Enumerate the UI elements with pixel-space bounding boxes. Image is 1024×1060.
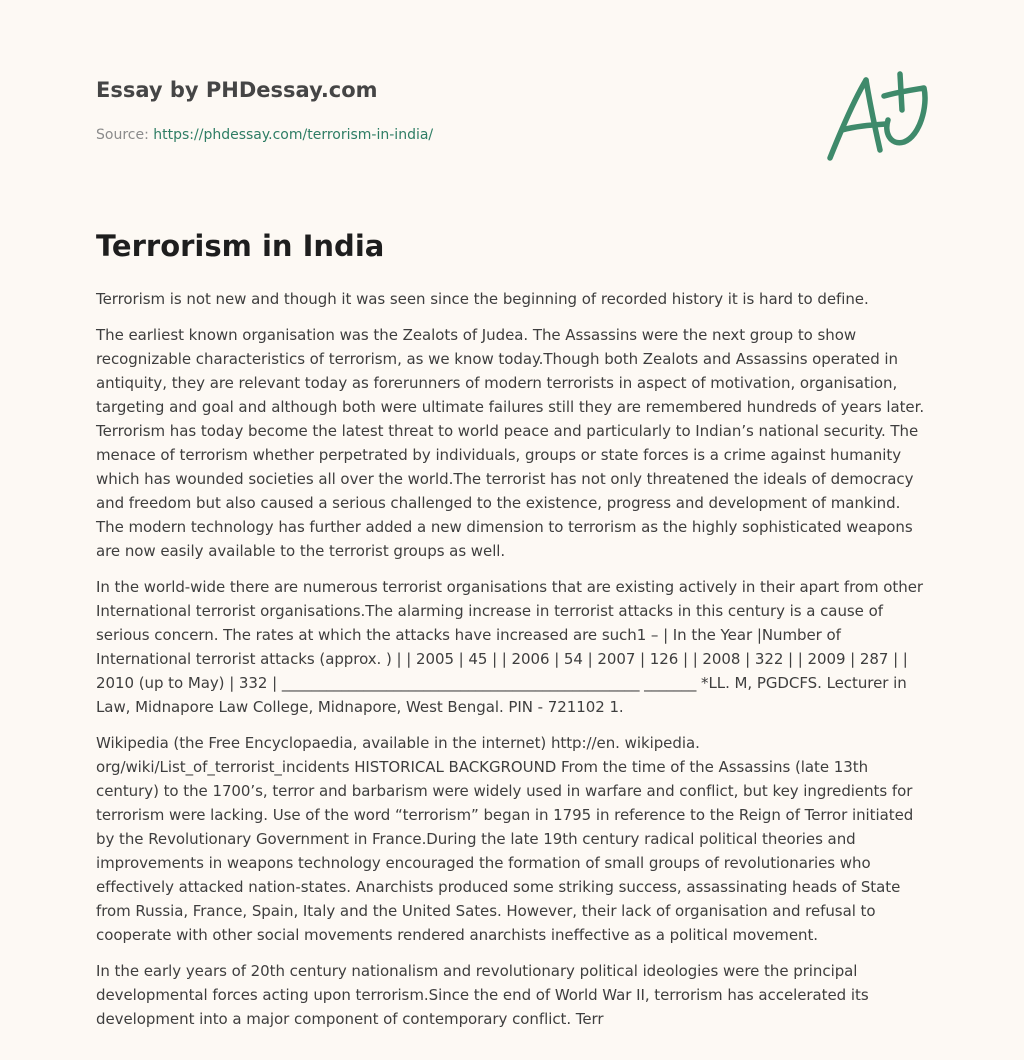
source-link[interactable]: https://phdessay.com/terrorism-in-india/ [153,127,434,143]
source-label: Source: [96,127,149,143]
article-paragraph: In the world-wide there are numerous terrorist organisations that are existing actively in their apart from other International terrorist organisations.The alarming increase in terrorist attacks in this century is a cause of serious concern. The rates at which the attacks have increased are such1 – | In the Year |Number of International terrorist attacks (approx. ) | | 2005 | 45 | | 2006 | 54 | 2007 | 126 | | 2008 | 322 | | 2009 | 287 | | 2010 (up to May) | 332 | ________________________________________________ _______ *LL. M, PGDCFS. Lecturer in Law, Midnapore Law College, Midnapore, West Bengal. PIN - 721102 1. [96,578,924,716]
article-paragraph: Wikipedia (the Free Encyclopaedia, available in the internet) http://en. wikipedia. org/wiki/List_of_terrorist_incidents HISTORICAL BACKGROUND From the time of the Assassins (late 13th century) to the 1700’s, terror and barbarism were widely used in warfare and conflict, but key ingredients for terrorism were lacking. Use of the word “terrorism” began in 1795 in reference to the Reign of Terror initiated by the Revolutionary Government in France.During the late 19th century radical political theories and improvements in weapons technology encouraged the formation of small groups of revolutionaries who effectively attacked nation-states. Anarchists produced some striking success, assassinating heads of State from Russia, France, Spain, Italy and the United Sates. However, their lack of organisation and refusal to cooperate with other social movements rendered anarchists ineffective as a political movement. [96,734,914,944]
article-paragraph: Terrorism is not new and though it was seen since the beginning of recorded history it is hard to define. [96,290,869,308]
site-title: Essay by PHDessay.com [96,78,378,102]
article-paragraph: In the early years of 20th century nationalism and revolutionary political ideologies were the principal developmental forces acting upon terrorism.Since the end of World War II, terrorism has accelerated its development into a major component of contemporary conflict. Terr [96,962,869,1028]
article-title: Terrorism in India [96,229,385,263]
a-plus-grade-icon [820,66,932,166]
source-line [96,126,776,144]
article [96,228,928,1043]
page-header [96,76,776,144]
article-paragraph: The earliest known organisation was the Zealots of Judea. The Assassins were the next group to show recognizable characteristics of terrorism, as we know today.Though both Zealots and Assassins operated in antiquity, they are relevant today as forerunners of modern terrorists in aspect of motivation, organisation, targeting and goal and although both were ultimate failures still they are remembered hundreds of years later. Terrorism has today become the latest threat to world peace and particularly to Indian’s national security. The menace of terrorism whether perpetrated by individuals, groups or state forces is a crime against humanity which has wounded societies all over the world.The terrorist has not only threatened the ideals of democracy and freedom but also caused a serious challenged to the existence, progress and development of mankind. The modern technology has further added a new dimension to terrorism as the highly sophisticated weapons are now easily available to the terrorist groups as well. [96,326,925,560]
